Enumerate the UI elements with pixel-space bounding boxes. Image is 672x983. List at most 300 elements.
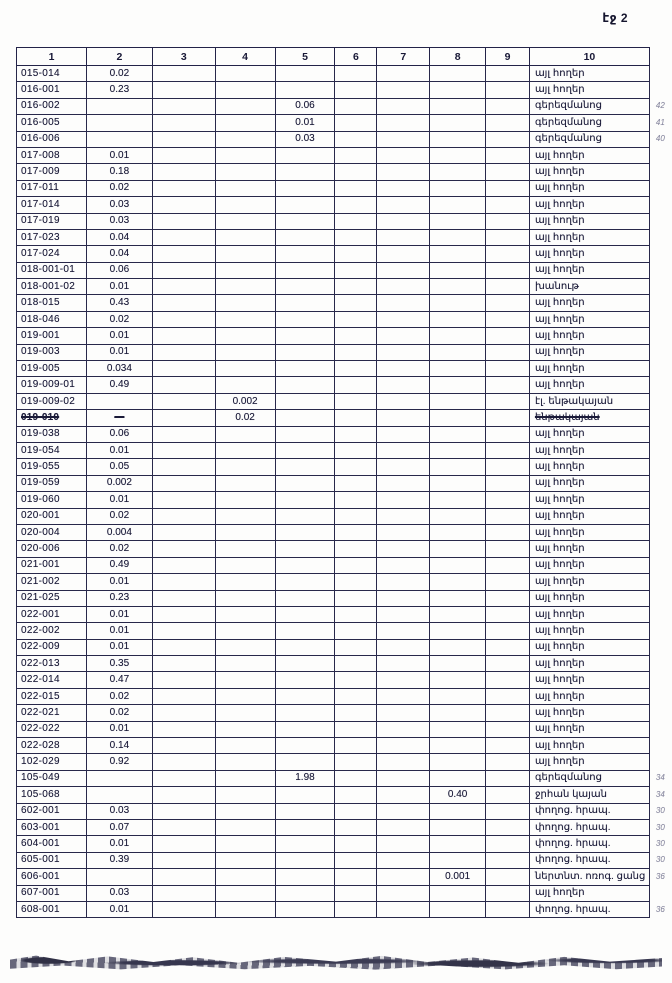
cell-col10: փողոց. հրապ. <box>529 803 649 819</box>
margin-note <box>649 328 671 344</box>
cell-col9 <box>486 656 530 672</box>
cell-col6 <box>335 262 377 278</box>
table-row <box>17 410 672 426</box>
margin-note: 36 <box>655 904 665 914</box>
cell-col4 <box>215 475 275 491</box>
cell-col4 <box>215 147 275 163</box>
cell-col2: 0.01 <box>86 442 152 458</box>
cell-col2 <box>86 770 152 786</box>
cell-col1: 022-009 <box>17 639 87 655</box>
cell-col3 <box>152 459 215 475</box>
cell-col3 <box>152 656 215 672</box>
table-row <box>17 459 672 475</box>
cell-col4 <box>215 524 275 540</box>
table-row <box>17 738 672 754</box>
cell-col10: այլ հողեր <box>529 590 649 606</box>
table-row <box>17 639 672 655</box>
cell-col8 <box>430 410 486 426</box>
cell-col1: 017-009 <box>17 164 87 180</box>
scan-smudge-artifact <box>10 954 662 970</box>
cell-col5 <box>275 164 335 180</box>
cell-col4 <box>215 213 275 229</box>
table-header <box>17 48 672 66</box>
cell-col5 <box>275 377 335 393</box>
margin-note <box>649 656 671 672</box>
cell-col7 <box>377 66 430 82</box>
cell-col3 <box>152 475 215 491</box>
cell-col2: 0.034 <box>86 361 152 377</box>
cell-col1: 017-014 <box>17 197 87 213</box>
cell-col2: 0.49 <box>86 557 152 573</box>
cell-col3 <box>152 410 215 426</box>
cell-col10: փողոց. հրապ. <box>529 819 649 835</box>
cell-col10: այլ հողեր <box>529 197 649 213</box>
cell-col7 <box>377 606 430 622</box>
cell-col1: 018-001-02 <box>17 279 87 295</box>
margin-note: 30 <box>655 855 665 865</box>
cell-col4 <box>215 606 275 622</box>
cell-col1: 018-001-01 <box>17 262 87 278</box>
table-row <box>17 803 672 819</box>
cell-col3 <box>152 623 215 639</box>
cell-col4 <box>215 164 275 180</box>
cell-col3 <box>152 393 215 409</box>
cell-col8 <box>430 639 486 655</box>
margin-note <box>649 557 671 573</box>
column-header-6: 6 <box>335 48 377 66</box>
cell-col4 <box>215 787 275 803</box>
cell-col5 <box>275 606 335 622</box>
table-row <box>17 557 672 573</box>
cell-col7 <box>377 754 430 770</box>
cell-col10: այլ հողեր <box>529 229 649 245</box>
cell-col7 <box>377 524 430 540</box>
cell-col1: 019-055 <box>17 459 87 475</box>
cell-col9 <box>486 311 530 327</box>
cell-col10: այլ հողեր <box>529 639 649 655</box>
cell-col7 <box>377 901 430 917</box>
margin-note <box>649 688 671 704</box>
cell-col10: այլ հողեր <box>529 738 649 754</box>
margin-note <box>649 246 671 262</box>
cell-col9 <box>486 410 530 426</box>
cell-col10: այլ հողեր <box>529 672 649 688</box>
cell-col5 <box>275 393 335 409</box>
cell-col7 <box>377 328 430 344</box>
cell-col10: այլ հողեր <box>529 459 649 475</box>
cell-col6 <box>335 295 377 311</box>
cell-col8 <box>430 180 486 196</box>
cell-col4 <box>215 639 275 655</box>
table-row <box>17 508 672 524</box>
cell-col5 <box>275 721 335 737</box>
cell-col1: 022-001 <box>17 606 87 622</box>
cell-col1: 102-029 <box>17 754 87 770</box>
cell-col10: այլ հողեր <box>529 442 649 458</box>
cell-col1: 022-015 <box>17 688 87 704</box>
cell-col6 <box>335 229 377 245</box>
cell-col1: 605-001 <box>17 852 87 868</box>
table-row <box>17 770 672 786</box>
cell-col4 <box>215 197 275 213</box>
table-row <box>17 524 672 540</box>
cell-col9 <box>486 459 530 475</box>
cell-col8 <box>430 98 486 114</box>
cell-col10: այլ հողեր <box>529 426 649 442</box>
cell-col9 <box>486 115 530 131</box>
cell-col1: 022-002 <box>17 623 87 639</box>
margin-note: 30 <box>655 806 665 816</box>
cell-col2: 0.01 <box>86 639 152 655</box>
cell-col5 <box>275 262 335 278</box>
cell-col1: 020-006 <box>17 541 87 557</box>
cell-col6 <box>335 541 377 557</box>
cell-col7 <box>377 492 430 508</box>
table-row <box>17 197 672 213</box>
cell-col3 <box>152 721 215 737</box>
cell-col6 <box>335 557 377 573</box>
table-row <box>17 885 672 901</box>
table-row <box>17 295 672 311</box>
cell-col9 <box>486 590 530 606</box>
margin-note <box>649 197 671 213</box>
cell-col1: 021-001 <box>17 557 87 573</box>
cell-col10: էլ. ենթակայան <box>529 393 649 409</box>
cell-col7 <box>377 361 430 377</box>
column-header-4: 4 <box>215 48 275 66</box>
margin-note <box>649 738 671 754</box>
cell-col8 <box>430 279 486 295</box>
table-row <box>17 606 672 622</box>
cell-col6 <box>335 574 377 590</box>
cell-col9 <box>486 426 530 442</box>
cell-col8 <box>430 819 486 835</box>
cell-col4 <box>215 705 275 721</box>
table-row <box>17 819 672 835</box>
cell-col10: այլ հողեր <box>529 180 649 196</box>
cell-col8 <box>430 229 486 245</box>
cell-col4 <box>215 82 275 98</box>
table-row <box>17 361 672 377</box>
cell-col5 <box>275 295 335 311</box>
cell-col6 <box>335 721 377 737</box>
margin-note <box>649 377 671 393</box>
cell-col3 <box>152 836 215 852</box>
cell-col6 <box>335 819 377 835</box>
margin-note <box>649 410 671 426</box>
cell-col1: 015-014 <box>17 66 87 82</box>
cell-col7 <box>377 229 430 245</box>
cell-col2: 0.04 <box>86 246 152 262</box>
column-header-7: 7 <box>377 48 430 66</box>
cell-col1: 019-010 <box>17 410 87 426</box>
cell-col9 <box>486 557 530 573</box>
cell-col9 <box>486 246 530 262</box>
margin-note <box>649 229 671 245</box>
cell-col10: այլ հողեր <box>529 688 649 704</box>
cell-col1: 021-025 <box>17 590 87 606</box>
cell-col2: 0.004 <box>86 524 152 540</box>
cell-col7 <box>377 508 430 524</box>
cell-col5 <box>275 738 335 754</box>
cell-col8 <box>430 459 486 475</box>
cell-col9 <box>486 770 530 786</box>
cell-col6 <box>335 344 377 360</box>
cell-col7 <box>377 98 430 114</box>
cell-col3 <box>152 164 215 180</box>
cell-col5 <box>275 787 335 803</box>
cell-col10: ջրհան կայան <box>529 787 649 803</box>
cell-col4 <box>215 492 275 508</box>
cell-col5 <box>275 852 335 868</box>
cell-col4 <box>215 623 275 639</box>
cell-col6 <box>335 442 377 458</box>
cell-col5 <box>275 328 335 344</box>
table-row <box>17 721 672 737</box>
margin-note <box>649 262 671 278</box>
cell-col8 <box>430 246 486 262</box>
cell-col8 <box>430 541 486 557</box>
cell-col6 <box>335 311 377 327</box>
cell-col5 <box>275 672 335 688</box>
cell-col7 <box>377 393 430 409</box>
cell-col8 <box>430 82 486 98</box>
cell-col7 <box>377 623 430 639</box>
cell-col5 <box>275 147 335 163</box>
cell-col8 <box>430 590 486 606</box>
cell-col4 <box>215 869 275 885</box>
cell-col6 <box>335 459 377 475</box>
table-row <box>17 869 672 885</box>
cell-col5 <box>275 901 335 917</box>
cell-col1: 019-005 <box>17 361 87 377</box>
cell-col2: 0.02 <box>86 508 152 524</box>
cell-col10: այլ հողեր <box>529 311 649 327</box>
cell-col3 <box>152 639 215 655</box>
table-row <box>17 164 672 180</box>
margin-note: 40 <box>655 134 665 144</box>
cell-col4: 0.02 <box>215 410 275 426</box>
cell-col4 <box>215 541 275 557</box>
column-header-10: 10 <box>529 48 649 66</box>
cell-col4 <box>215 819 275 835</box>
cell-col8 <box>430 721 486 737</box>
cell-col7 <box>377 557 430 573</box>
cell-col6 <box>335 393 377 409</box>
cell-col4 <box>215 836 275 852</box>
cell-col2: 0.03 <box>86 885 152 901</box>
cell-col2 <box>86 131 152 147</box>
margin-note <box>649 754 671 770</box>
cell-col8 <box>430 197 486 213</box>
margin-note: 34 <box>655 773 665 783</box>
cell-col1: 019-060 <box>17 492 87 508</box>
cell-col2: 0.47 <box>86 672 152 688</box>
cell-col1: 020-001 <box>17 508 87 524</box>
cell-col5 <box>275 885 335 901</box>
cell-col5 <box>275 361 335 377</box>
cell-col5: 0.03 <box>275 131 335 147</box>
cell-col10: այլ հողեր <box>529 377 649 393</box>
cell-col5 <box>275 229 335 245</box>
cell-col10: այլ հողեր <box>529 721 649 737</box>
cell-col1: 019-054 <box>17 442 87 458</box>
cell-col6 <box>335 754 377 770</box>
cell-col6 <box>335 361 377 377</box>
margin-note: 36 <box>655 871 665 881</box>
cell-col10: այլ հողեր <box>529 541 649 557</box>
cell-col9 <box>486 279 530 295</box>
cell-col2: 0.18 <box>86 164 152 180</box>
cell-col1: 022-022 <box>17 721 87 737</box>
cell-col9 <box>486 213 530 229</box>
cell-col1: 017-019 <box>17 213 87 229</box>
cell-col1: 608-001 <box>17 901 87 917</box>
table-row <box>17 147 672 163</box>
table-row <box>17 262 672 278</box>
cell-col4 <box>215 295 275 311</box>
cell-col1: 017-023 <box>17 229 87 245</box>
cell-col5 <box>275 426 335 442</box>
cell-col2: 0.02 <box>86 180 152 196</box>
cell-col5 <box>275 623 335 639</box>
cell-col7 <box>377 721 430 737</box>
cell-col5 <box>275 508 335 524</box>
cell-col10: այլ հողեր <box>529 492 649 508</box>
cell-col9 <box>486 377 530 393</box>
cell-col3 <box>152 688 215 704</box>
cell-col4 <box>215 885 275 901</box>
cell-col5 <box>275 590 335 606</box>
cell-col9 <box>486 66 530 82</box>
cell-col6 <box>335 787 377 803</box>
table-row <box>17 393 672 409</box>
table-row <box>17 279 672 295</box>
cell-col3 <box>152 147 215 163</box>
cell-col4 <box>215 229 275 245</box>
cell-col8 <box>430 66 486 82</box>
cell-col3 <box>152 328 215 344</box>
margin-note: 42 <box>655 101 665 111</box>
cell-col9 <box>486 885 530 901</box>
cell-col1: 019-038 <box>17 426 87 442</box>
cell-col10: այլ հողեր <box>529 164 649 180</box>
cell-col1: 019-003 <box>17 344 87 360</box>
cell-col4 <box>215 442 275 458</box>
cell-col5 <box>275 492 335 508</box>
cell-col10: փողոց. հրապ. <box>529 901 649 917</box>
table-row <box>17 688 672 704</box>
cell-col4 <box>215 131 275 147</box>
cell-col7 <box>377 164 430 180</box>
cell-col9 <box>486 197 530 213</box>
cell-col3 <box>152 295 215 311</box>
cell-col7 <box>377 131 430 147</box>
margin-note <box>649 721 671 737</box>
margin-note <box>649 885 671 901</box>
cell-col5 <box>275 869 335 885</box>
cell-col2: 0.02 <box>86 66 152 82</box>
cell-col7 <box>377 213 430 229</box>
cell-col7 <box>377 672 430 688</box>
cell-col7 <box>377 262 430 278</box>
cell-col6 <box>335 885 377 901</box>
cell-col2: 0.03 <box>86 197 152 213</box>
cell-col8 <box>430 803 486 819</box>
margin-note <box>649 361 671 377</box>
cell-col3 <box>152 131 215 147</box>
cell-col9 <box>486 164 530 180</box>
cell-col6 <box>335 508 377 524</box>
cell-col3 <box>152 754 215 770</box>
cell-col3 <box>152 442 215 458</box>
cell-col1: 603-001 <box>17 819 87 835</box>
cell-col2: 0.03 <box>86 213 152 229</box>
cell-col2: 0.01 <box>86 721 152 737</box>
table-row <box>17 66 672 82</box>
cell-col7 <box>377 459 430 475</box>
cell-col3 <box>152 574 215 590</box>
cell-col6 <box>335 180 377 196</box>
cell-col5 <box>275 82 335 98</box>
cell-col6 <box>335 426 377 442</box>
margin-note <box>649 541 671 557</box>
cell-col9 <box>486 819 530 835</box>
margin-note <box>649 180 671 196</box>
table-row <box>17 754 672 770</box>
cell-col5 <box>275 754 335 770</box>
cell-col8 <box>430 393 486 409</box>
cell-col2: 0.43 <box>86 295 152 311</box>
cell-col6 <box>335 639 377 655</box>
table-row <box>17 852 672 868</box>
cell-col6 <box>335 147 377 163</box>
cell-col3 <box>152 557 215 573</box>
cell-col3 <box>152 524 215 540</box>
cell-col8 <box>430 885 486 901</box>
cell-col5 <box>275 344 335 360</box>
cell-col3 <box>152 803 215 819</box>
cell-col3 <box>152 246 215 262</box>
cell-col3 <box>152 197 215 213</box>
cell-col4 <box>215 246 275 262</box>
cell-col10: այլ հողեր <box>529 66 649 82</box>
cell-col5 <box>275 442 335 458</box>
cell-col7 <box>377 869 430 885</box>
column-header-9: 9 <box>486 48 530 66</box>
cell-col8 <box>430 426 486 442</box>
cell-col10: այլ հողեր <box>529 246 649 262</box>
cell-col9 <box>486 328 530 344</box>
cell-col8 <box>430 262 486 278</box>
cell-col4 <box>215 377 275 393</box>
margin-note <box>649 82 671 98</box>
cell-col6 <box>335 836 377 852</box>
margin-note <box>649 311 671 327</box>
cell-col8 <box>430 656 486 672</box>
cell-col7 <box>377 311 430 327</box>
cell-col9 <box>486 344 530 360</box>
cell-col2: 0.35 <box>86 656 152 672</box>
cell-col6 <box>335 279 377 295</box>
cell-col8 <box>430 901 486 917</box>
cell-col10: այլ հողեր <box>529 623 649 639</box>
cell-col9 <box>486 803 530 819</box>
cell-col10: այլ հողեր <box>529 344 649 360</box>
cell-col2: 0.03 <box>86 803 152 819</box>
cell-col9 <box>486 623 530 639</box>
table-row <box>17 590 672 606</box>
